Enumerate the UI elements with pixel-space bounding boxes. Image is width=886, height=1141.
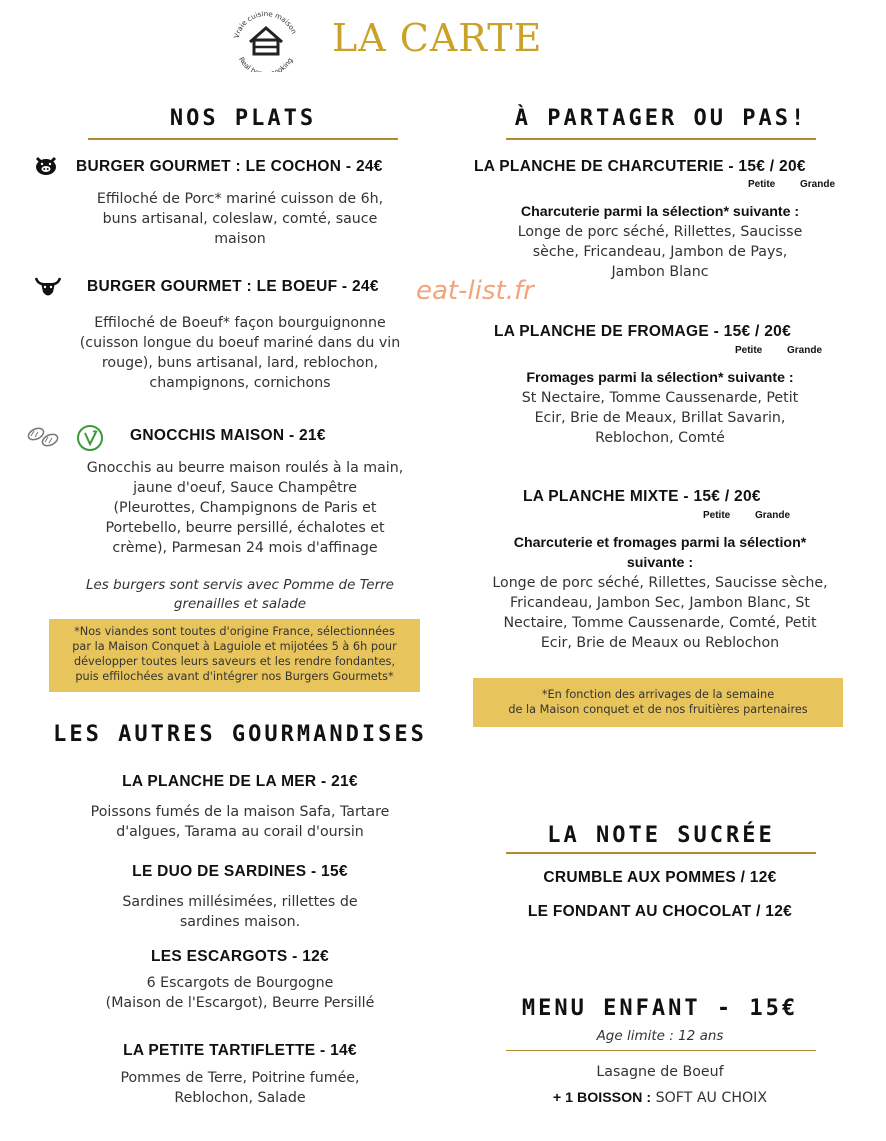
logo-text-bottom: Real h ooking	[237, 55, 295, 72]
menu-item-title: LA PETITE TARTIFLETTE - 14€	[123, 1042, 357, 1059]
menu-item-title: BURGER GOURMET : LE BOEUF - 24€	[87, 278, 379, 295]
menu-item-description: 6 Escargots de Bourgogne (Maison de l'Escargot), Beurre Persillé	[105, 975, 375, 1011]
house-logo-icon	[230, 8, 302, 72]
section-title-menu-enfant: MENU ENFANT - 15€	[521, 996, 799, 1021]
section-title-note-sucree: LA NOTE SUCRÉE	[547, 823, 775, 848]
menu-item-lead: Charcuterie et fromages parmi la sélection* suivante :	[513, 535, 807, 571]
arrivals-note: *En fonction des arrivages de la semaine de la Maison conquet et de nos fruitières partenaires	[473, 678, 843, 727]
menu-item-description: Gnocchis au beurre maison roulés à la main, jaune d'oeuf, Sauce Champêtre (Pleurottes, Champignons de Paris et Portebello, beurre persillé, échalotes et crème), Parmesan 24 mois d'affinage	[86, 460, 404, 556]
page-title: LA CARTE	[332, 16, 543, 60]
kids-dish: Lasagne de Boeuf	[596, 1064, 724, 1080]
menu-item-description: Effiloché de Boeuf* façon bourguignonne (cuisson longue du boeuf mariné dans du vin rouge), buns artisanal, lard, reblochon, champignons, cornichons	[79, 315, 401, 391]
age-limit-text: Age limite : 12 ans	[596, 1028, 724, 1044]
size-label-large: Grande	[755, 510, 791, 521]
logo-text-top: Vraie cuisine maison	[232, 9, 298, 40]
menu-item-title: LA PLANCHE DE LA MER - 21€	[122, 773, 358, 790]
menu-item-description: Effiloché de Porc* mariné cuisson de 6h, buns artisanal, coleslaw, comté, sauce maison	[96, 191, 384, 247]
section-divider	[506, 1050, 816, 1051]
svg-text:Real home cooking	[237, 56, 294, 72]
menu-item-description: St Nectaire, Tomme Caussenarde, Petit Ecir, Brie de Meaux, Brillat Savarin, Reblochon, Comté	[521, 390, 799, 446]
dessert-item: LE FONDANT AU CHOCOLAT / 12€	[527, 903, 793, 920]
size-label-large: Grande	[787, 345, 823, 356]
kids-drink-value: SOFT AU CHOIX	[651, 1090, 768, 1106]
menu-item-lead: Fromages parmi la sélection* suivante :	[526, 370, 794, 386]
menu-item-description: Pommes de Terre, Poitrine fumée, Reblochon, Salade	[120, 1070, 360, 1106]
section-title-a-partager: À PARTAGER OU PAS!	[514, 106, 808, 131]
section-divider	[506, 138, 816, 140]
menu-item-title: GNOCCHIS MAISON - 21€	[130, 427, 326, 444]
gnocchi-icon	[26, 424, 62, 454]
menu-item-title: LES ESCARGOTS - 12€	[151, 948, 329, 965]
section-divider	[506, 852, 816, 854]
menu-item-title: LA PLANCHE DE CHARCUTERIE - 15€ / 20€	[474, 158, 806, 175]
menu-item-title: BURGER GOURMET : LE COCHON - 24€	[76, 158, 383, 175]
size-label-small: Petite	[748, 179, 776, 190]
pig-icon	[34, 155, 58, 181]
bull-icon	[34, 274, 62, 304]
burger-side-note: Les burgers sont servis avec Pomme de Terre grenailles et salade	[85, 577, 394, 612]
menu-item-title: LA PLANCHE DE FROMAGE - 15€ / 20€	[494, 323, 791, 340]
kids-drink	[460, 1088, 860, 1108]
meat-origin-note: *Nos viandes sont toutes d'origine France, sélectionnées par la Maison Conquet à Laguiole et mijotées 5 à 6h pour développer toutes leurs saveurs et les rendre fondantes, puis effilochées avant d'intégrer nos Burgers Gourmets*	[49, 619, 420, 692]
vegetarian-icon	[76, 424, 104, 456]
size-label-large: Grande	[800, 179, 836, 190]
section-title-nos-plats: NOS PLATS	[169, 106, 317, 131]
menu-item-description: Longe de porc séché, Rillettes, Saucisse sèche, Fricandeau, Jambon de Pays, Jambon Blanc	[517, 224, 803, 280]
svg-text:Vraie cuisine maison	[233, 10, 298, 39]
menu-item-lead: Charcuterie parmi la sélection* suivante :	[520, 204, 800, 220]
menu-item-title: LA PLANCHE MIXTE - 15€ / 20€	[523, 488, 761, 505]
menu-item-title: LE DUO DE SARDINES - 15€	[132, 863, 348, 880]
section-title-gourmandises: LES AUTRES GOURMANDISES	[53, 722, 427, 747]
menu-item-description: Longe de porc séché, Rillettes, Saucisse sèche, Fricandeau, Jambon Sec, Jambon Blanc, St Nectaire, Tomme Caussenarde, Comté, Petit Ecir, Brie de Meaux ou Reblochon	[492, 575, 828, 651]
size-label-small: Petite	[703, 510, 731, 521]
section-divider	[88, 138, 398, 140]
kids-drink-label: + 1 BOISSON :	[552, 1090, 652, 1106]
menu-item-description: Poissons fumés de la maison Safa, Tartare d'algues, Tarama au corail d'oursin	[90, 804, 390, 840]
dessert-item: CRUMBLE AUX POMMES / 12€	[543, 869, 777, 886]
watermark-text: eat-list.fr	[416, 276, 534, 306]
size-label-small: Petite	[735, 345, 763, 356]
menu-item-description: Sardines millésimées, rillettes de sardines maison.	[122, 894, 358, 930]
